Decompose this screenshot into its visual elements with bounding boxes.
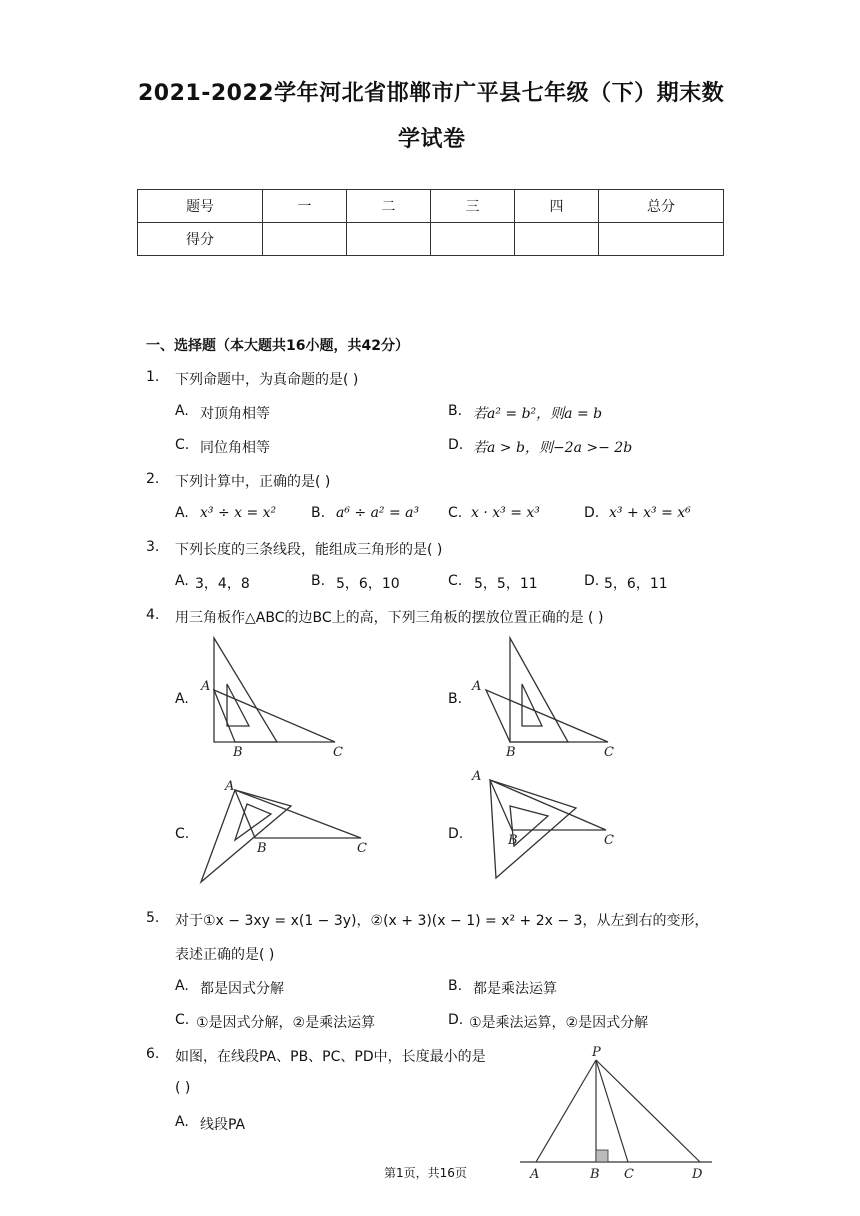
score-cell[interactable] [263, 223, 347, 256]
option-text: 同位角相等 [200, 440, 270, 456]
option-label: C. [448, 505, 463, 521]
question-number: 4. [146, 607, 160, 623]
question-stem: 下列计算中，正确的是( ) [175, 474, 331, 490]
option-label: B. [311, 505, 326, 521]
triangle-abc [214, 690, 335, 742]
score-table-header: 二 [347, 190, 431, 223]
option-label: D. [584, 573, 600, 589]
option-text: a⁶ ÷ a² = a³ [336, 505, 420, 521]
option-text: ①是因式分解，②是乘法运算 [196, 1015, 376, 1031]
score-table-header: 一 [263, 190, 347, 223]
score-table [137, 189, 724, 256]
point-label-b: B [590, 1167, 600, 1182]
triangle-figure-a [195, 632, 355, 762]
option-label: D. [448, 1012, 464, 1028]
perpendicular-figure [516, 1042, 716, 1184]
question-number: 6. [146, 1046, 160, 1062]
vertex-label-b: B [508, 833, 518, 848]
question-stem-continued: ( ) [175, 1080, 191, 1096]
option-label: B. [448, 978, 463, 994]
score-cell[interactable] [431, 223, 515, 256]
question-stem: 对于①x − 3xy = x(1 − 3y)，②(x + 3)(x − 1) = x² + 2x − 3，从左到右的变形， [175, 913, 709, 929]
option-text: 5，6，11 [604, 576, 668, 592]
triangle-abc [490, 780, 606, 830]
segment-pa [536, 1060, 596, 1162]
vertex-label-c: C [604, 745, 614, 760]
option-text: 若a² = b²，则a = b [473, 406, 603, 422]
vertex-label-b: B [257, 841, 267, 856]
triangle-figure-d [468, 766, 628, 886]
option-label: A. [175, 1114, 189, 1130]
triangle-figure-b [468, 632, 628, 762]
option-label: C. [448, 573, 463, 589]
score-cell[interactable] [515, 223, 599, 256]
score-table-header-row [138, 190, 724, 223]
vertex-label-b: B [506, 745, 516, 760]
score-row-label: 得分 [138, 223, 263, 256]
question-number: 1. [146, 369, 160, 385]
option-label: A. [175, 691, 189, 707]
question-number: 5. [146, 910, 160, 926]
option-text: 3，4，8 [195, 576, 250, 592]
score-table-header: 题号 [138, 190, 263, 223]
option-text: 都是乘法运算 [473, 981, 557, 997]
option-label: D. [448, 826, 464, 842]
question-number: 3. [146, 539, 160, 555]
point-label-p: P [592, 1045, 601, 1060]
vertex-label-a: A [225, 779, 235, 794]
option-text: x³ ÷ x = x² [200, 505, 277, 521]
score-table-header: 总分 [599, 190, 724, 223]
triangle-abc [235, 790, 361, 838]
option-label: B. [448, 691, 463, 707]
triangle-figure-c [195, 774, 375, 886]
option-label: A. [175, 505, 189, 521]
option-text: 都是因式分解 [200, 981, 284, 997]
section-heading: 一、选择题（本大题共16小题，共42分） [146, 338, 409, 354]
option-label: A. [175, 403, 189, 419]
option-label: A. [175, 978, 189, 994]
vertex-label-a: A [472, 679, 482, 694]
option-label: C. [175, 826, 190, 842]
option-text: 5，6，10 [336, 576, 400, 592]
score-table-header: 四 [515, 190, 599, 223]
question-stem: 如图，在线段PA、PB、PC、PD中，长度最小的是 [175, 1049, 486, 1065]
point-label-c: C [624, 1167, 634, 1182]
point-label-a: A [530, 1167, 540, 1182]
right-angle-mark [596, 1150, 608, 1162]
question-stem: 用三角板作△ABC的边BC上的高，下列三角板的摆放位置正确的是 ( ) [175, 610, 604, 626]
vertex-label-b: B [233, 745, 243, 760]
option-label: D. [448, 437, 464, 453]
set-square-outer [201, 790, 291, 882]
vertex-label-c: C [357, 841, 367, 856]
option-text: 若a > b，则−2a >− 2b [473, 440, 633, 456]
option-label: B. [311, 573, 326, 589]
option-text: 线段PA [200, 1117, 246, 1133]
page-title-line2: 学试卷 [398, 127, 466, 152]
option-label: C. [175, 1012, 190, 1028]
score-table-header: 三 [431, 190, 515, 223]
page-title-line1: 2021-2022学年河北省邯郸市广平县七年级（下）期末数 [138, 81, 725, 106]
option-label: B. [448, 403, 463, 419]
score-table-score-row [138, 223, 724, 256]
option-text: 对顶角相等 [200, 406, 270, 422]
question-stem-continued: 表述正确的是( ) [175, 947, 275, 963]
option-text: ①是乘法运算，②是因式分解 [469, 1015, 649, 1031]
vertex-label-a: A [472, 769, 482, 784]
page-footer: 第1页，共16页 [384, 1166, 467, 1180]
option-label: A. [175, 573, 189, 589]
option-text: 5，5，11 [474, 576, 538, 592]
triangle-abc [486, 690, 608, 742]
point-label-d: D [692, 1167, 703, 1182]
option-text: x · x³ = x³ [471, 505, 540, 521]
option-label: D. [584, 505, 600, 521]
question-stem: 下列长度的三条线段，能组成三角形的是( ) [175, 542, 443, 558]
score-cell[interactable] [599, 223, 724, 256]
option-text: x³ + x³ = x⁶ [609, 505, 691, 521]
question-number: 2. [146, 471, 160, 487]
vertex-label-c: C [604, 833, 614, 848]
question-stem: 下列命题中，为真命题的是( ) [175, 372, 359, 388]
vertex-label-a: A [201, 679, 211, 694]
vertex-label-c: C [333, 745, 343, 760]
score-cell[interactable] [347, 223, 431, 256]
option-label: C. [175, 437, 190, 453]
